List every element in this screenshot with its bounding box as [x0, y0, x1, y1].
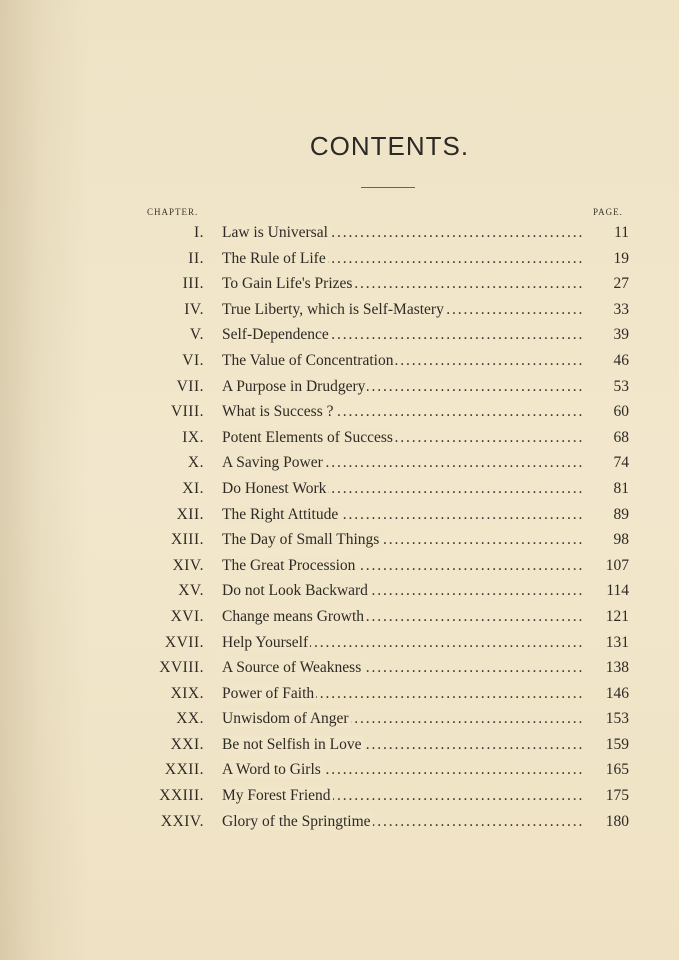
chapter-title-cell: [222, 246, 595, 272]
chapter-number: IV.: [184, 300, 204, 318]
chapter-number: IX.: [182, 428, 204, 446]
chapter-title: Power of Faith: [222, 684, 315, 702]
toc-entry: [0, 578, 679, 604]
chapter-title: Self-Dependence: [222, 326, 329, 344]
page-number: 33: [613, 300, 629, 318]
chapter-title: Law is Universal: [222, 224, 328, 241]
chapter-number: I.: [193, 224, 204, 241]
page-number: 11: [614, 224, 629, 241]
toc-entry: [0, 783, 679, 809]
chapter-title-cell: [222, 578, 595, 604]
toc-entry: [0, 809, 679, 835]
chapter-number: XXIV.: [160, 812, 204, 830]
chapter-title-cell: [222, 374, 595, 400]
chapter-number: II.: [188, 249, 204, 267]
chapter-number: VIII.: [170, 403, 204, 421]
chapter-title-cell: [222, 425, 595, 451]
page-number: 131: [605, 633, 629, 651]
chapter-title-cell: [222, 322, 595, 348]
chapter-title-cell: [222, 297, 595, 323]
toc-entry: [0, 655, 679, 681]
page-number: 89: [613, 505, 629, 523]
toc-entry: [0, 271, 679, 297]
chapter-title: Do Honest Work: [222, 479, 327, 497]
toc-entry: [0, 527, 679, 553]
chapter-title-cell: [222, 630, 595, 656]
page-number: 114: [606, 582, 629, 600]
chapter-title: A Purpose in Drudgery: [222, 377, 366, 395]
chapter-number: XVII.: [164, 633, 204, 651]
toc-entry: [0, 322, 679, 348]
chapter-title: My Forest Friend: [222, 787, 331, 805]
chapter-title-cell: [222, 476, 595, 502]
chapter-title: Potent Elements of Success: [222, 428, 393, 446]
toc-entry: [0, 220, 679, 246]
chapter-title: A Saving Power: [222, 454, 323, 472]
page-number: 121: [605, 607, 629, 625]
chapter-title: The Value of Concentration: [222, 351, 394, 369]
page-number: 165: [605, 761, 629, 779]
chapter-title: The Great Procession: [222, 556, 356, 574]
page-number: 53: [613, 377, 629, 395]
page-number: 68: [613, 428, 629, 446]
page-number: 81: [613, 479, 629, 497]
chapter-title-cell: [222, 655, 595, 681]
toc-entry: [0, 732, 679, 758]
page-number: 159: [605, 735, 629, 753]
chapter-title: Help Yourself: [222, 633, 309, 651]
page-number: 98: [613, 531, 629, 549]
title-divider: [361, 187, 415, 188]
page-number: 153: [605, 710, 629, 728]
chapter-number: XII.: [176, 505, 204, 523]
page-column-header: PAGE.: [593, 207, 623, 217]
page-number: 180: [605, 812, 629, 830]
toc-entry: [0, 604, 679, 630]
toc-entry: [0, 630, 679, 656]
page-number: 60: [613, 403, 629, 421]
page-number: 27: [613, 275, 629, 293]
chapter-title: Change means Growth: [222, 607, 365, 625]
toc-entry: [0, 374, 679, 400]
chapter-title: A Source of Weakness: [222, 659, 362, 677]
toc-entry: [0, 399, 679, 425]
page-number: 39: [613, 326, 629, 344]
chapter-title-cell: [222, 348, 595, 374]
chapter-title-cell: [222, 450, 595, 476]
chapter-number: VI.: [182, 351, 204, 369]
chapter-title-cell: [222, 604, 595, 630]
chapter-number: XX.: [176, 710, 204, 728]
chapter-number: XXII.: [164, 761, 204, 779]
chapter-number: V.: [189, 326, 204, 344]
chapter-title-cell: [222, 706, 595, 732]
toc-entry: [0, 757, 679, 783]
toc-entry: [0, 502, 679, 528]
chapter-number: XVI.: [170, 607, 204, 625]
page-number: 74: [613, 454, 629, 472]
chapter-title: To Gain Life's Prizes: [222, 275, 353, 293]
chapter-title-cell: [222, 732, 595, 758]
page-number: 46: [613, 351, 629, 369]
chapter-number: XXI.: [170, 735, 204, 753]
chapter-number: III.: [182, 275, 204, 293]
page-title: CONTENTS.: [309, 131, 470, 161]
chapter-column-header: CHAPTER.: [147, 207, 199, 217]
chapter-title-cell: [222, 783, 595, 809]
chapter-title: True Liberty, which is Self-Mastery: [222, 300, 444, 318]
table-of-contents: [0, 220, 679, 834]
page-number: 138: [605, 659, 629, 677]
chapter-number: XI.: [182, 479, 204, 497]
chapter-number: XIX.: [170, 684, 204, 702]
chapter-title-cell: [222, 527, 595, 553]
chapter-title: Be not Selfish in Love: [222, 735, 362, 753]
chapter-title-cell: [222, 809, 595, 835]
page-number: 146: [605, 684, 629, 702]
chapter-title: What is Success ?: [222, 403, 334, 421]
chapter-title: A Word to Girls: [222, 761, 321, 779]
toc-entry: [0, 706, 679, 732]
page-number: 19: [613, 249, 629, 267]
toc-entry: [0, 348, 679, 374]
toc-entry: [0, 246, 679, 272]
chapter-title: Unwisdom of Anger: [222, 710, 349, 728]
toc-entry: [0, 450, 679, 476]
chapter-title-cell: [222, 757, 595, 783]
chapter-number: XVIII.: [159, 659, 204, 677]
chapter-title-cell: [222, 399, 595, 425]
page-number: 107: [605, 556, 629, 574]
toc-entry: [0, 297, 679, 323]
toc-entry: [0, 425, 679, 451]
toc-entry: [0, 476, 679, 502]
chapter-title: The Day of Small Things: [222, 531, 380, 549]
toc-entry: [0, 681, 679, 707]
chapter-number: XIV.: [172, 556, 204, 574]
chapter-title-cell: [222, 220, 595, 246]
page-number: 175: [605, 787, 629, 805]
chapter-title-cell: [222, 271, 595, 297]
chapter-title-cell: [222, 553, 595, 579]
chapter-number: XXIII.: [159, 787, 204, 805]
chapter-title-cell: [222, 502, 595, 528]
chapter-number: X.: [187, 454, 204, 472]
chapter-number: XV.: [178, 582, 204, 600]
chapter-title: The Right Attitude: [222, 505, 339, 523]
chapter-title: Glory of the Springtime: [222, 812, 371, 830]
chapter-number: XIII.: [170, 531, 204, 549]
chapter-number: VII.: [176, 377, 204, 395]
chapter-title: The Rule of Life: [222, 249, 326, 267]
chapter-title-cell: [222, 681, 595, 707]
toc-entry: [0, 553, 679, 579]
chapter-title: Do not Look Backward: [222, 582, 368, 600]
